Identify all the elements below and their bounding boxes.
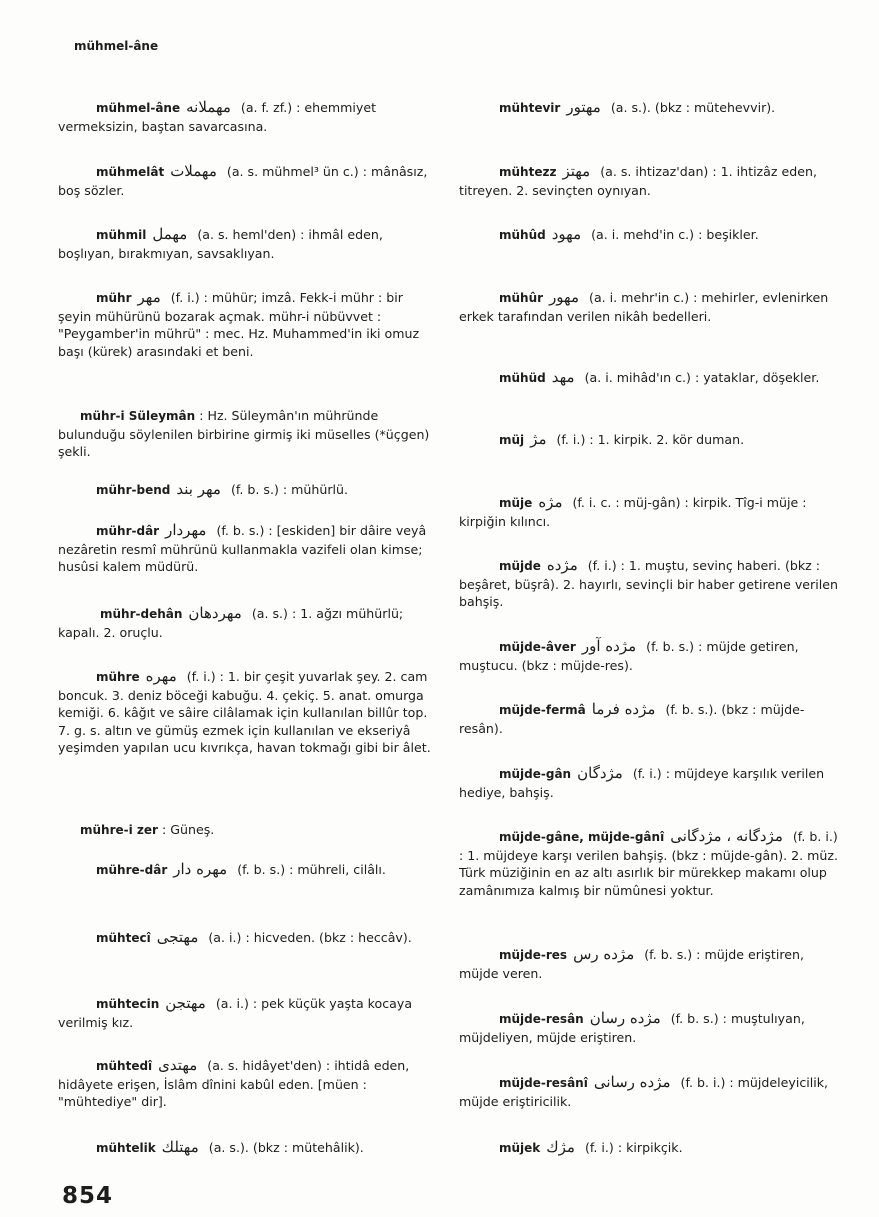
definition: 1. bir çeşit yuvarlak şey. 2. cam boncuk. 3. deniz böceği kabuğu. 4. çekiç. 5. anat. omurga kemiği. 6. kâğıt ve sâire cilâlamak için kullanılan billûr top. 7. g. s. altın ve gümüş ezmek için kullanılan ve ekseriyâ yeşimden yapılan ucu kıvrıkça, havan tokmağı gibi bir âlet. (58, 669, 431, 755)
entry (459, 494, 841, 530)
headword: mühûr (499, 291, 544, 305)
etymology: (f. b. i.) : (680, 1075, 734, 1090)
definition: 1. ağzı mühürlü; kapalı. 2. oruçlu. (58, 606, 404, 640)
definition: müjde-resân). (459, 702, 805, 736)
definition: müjde getiren, muştucu. (bkz : müjde-res). (459, 639, 799, 673)
running-head: mühmel-âne (74, 39, 159, 53)
headword: müjde-resân (499, 1012, 584, 1026)
headword: mühr (96, 291, 132, 305)
headword: mühtelik (96, 1141, 156, 1155)
headword: mühmil (96, 228, 147, 242)
arabic-script: مژده رس (573, 945, 635, 963)
etymology: (f. i.) : (556, 432, 594, 447)
arabic-script: مهمل (152, 225, 188, 243)
definition: beşikler. (706, 227, 759, 242)
headword: müj (499, 433, 525, 447)
arabic-script: مهره دار (173, 860, 228, 878)
definition: 1. ihtizâz eden, titreyen. 2. sevinçten oynıyan. (459, 164, 817, 198)
entry (459, 701, 841, 737)
entry (459, 557, 841, 611)
arabic-script: مهتز (562, 162, 591, 180)
definition: ihtidâ eden, hidâyete erişen, İslâm dînini kabûl eden. [müen : "mühtediye" dir]. (58, 1058, 410, 1109)
etymology: (f. b. s.) : (646, 639, 703, 654)
etymology: (f. i.) : (584, 1140, 623, 1155)
definition: Güneş. (170, 822, 215, 837)
arabic-script: مژده فرما (591, 700, 656, 718)
entry (459, 828, 841, 899)
entry (58, 821, 438, 840)
entry (58, 861, 438, 880)
arabic-script: مهتدى (158, 1056, 198, 1074)
headword: müje (499, 496, 533, 510)
headword: müjde-res (499, 948, 568, 962)
entry (58, 605, 438, 641)
definition: 1. kirpik. 2. kör duman. (597, 432, 745, 447)
arabic-script: مژك (546, 1138, 575, 1156)
headword: müjde-gâne, müjde-gânî (499, 830, 665, 844)
etymology: (a. i. mehr'in c.) : (589, 290, 698, 305)
arabic-script: مهتجن (165, 994, 206, 1012)
etymology: (a. s.). (bkz : (610, 100, 690, 115)
definition: müjdeleyicilik, müjde eriştiricilik. (459, 1075, 829, 1109)
arabic-script: مژده رسان (589, 1009, 661, 1027)
arabic-script: مهتجى (156, 928, 199, 946)
entry (58, 1139, 438, 1158)
arabic-script: مهتلك (161, 1138, 199, 1156)
headword: mühmel-âne (96, 101, 181, 115)
entry (459, 99, 841, 118)
entry (459, 431, 841, 450)
definition: kirpikçik. (626, 1140, 683, 1155)
arabic-script: مهره (145, 667, 177, 685)
headword: mühtevir (499, 101, 561, 115)
definition: müjde eriştiren, müjde veren. (459, 947, 805, 981)
arabic-script: مژده رسانى (593, 1073, 671, 1091)
headword: mühûd (499, 228, 546, 242)
definition: hicveden. (bkz : heccâv). (253, 930, 412, 945)
entry (459, 226, 841, 245)
etymology: (a. i.) : (208, 930, 250, 945)
definition: kirpik. Tîg-i müje : kirpiğin kılıncı. (459, 495, 807, 529)
definition: 1. muştu, sevinç haberi. (bkz : beşâret, büşrâ). 2. hayırlı, sevinçli bir haber getirene verilen bahşiş. (459, 558, 838, 609)
definition: mühür; imzâ. Fekk-i mühr : bir şeyin mühürünü bozarak açmak. mühr-i nübüvvet : "Peygamber'in mührü" : mec. Hz. Muhammed'in iki omuz başı (kürek) arasındaki et beni. (58, 290, 420, 359)
entry (459, 1010, 841, 1046)
headword: mühtezz (499, 165, 557, 179)
definition: muştulıyan, müjdeliyen, müjde eriştiren. (459, 1011, 805, 1045)
headword: mühre-dâr (96, 863, 168, 877)
etymology: (a. s. ihtizaz'dan) : (600, 164, 717, 179)
entry (459, 369, 841, 388)
arabic-script: مژدگان (577, 764, 623, 782)
etymology: (a. s. heml'den) : (197, 227, 305, 242)
etymology: (f. i.) : (587, 558, 625, 573)
entry (58, 407, 438, 461)
etymology: (f. b. s.) : (670, 1011, 727, 1026)
headword: müjde-fermâ (499, 703, 586, 717)
definition: 1. müjdeye karşı verilen bahşiş. (bkz : müjde-gân). 2. müz. Türk müziğinin en az altı asırlık bir mürekkep makamı olup zamânımıza kalmış bir nümûnesi yoktur. (459, 847, 839, 898)
entry (459, 1074, 841, 1110)
arabic-script: مژه (538, 493, 563, 511)
etymology: (a. i. mehd'in c.) : (591, 227, 703, 242)
entry (58, 481, 438, 500)
definition: mehirler, evlenirken erkek tarafından verilen nikâh bedelleri. (459, 290, 829, 324)
arabic-script: مهد (551, 368, 575, 386)
etymology: (f. b. s.) : (237, 862, 294, 877)
arabic-script: مهملانه (186, 98, 231, 116)
etymology: (f. i.) : (170, 290, 208, 305)
entry (58, 226, 438, 262)
entry (58, 1057, 438, 1111)
entry (459, 765, 841, 801)
headword: mühr-bend (96, 483, 171, 497)
definition: ehemmiyet vermeksizin, baştan savarcasına. (58, 100, 377, 134)
arabic-script: مژده (546, 556, 578, 574)
arabic-script: مهملات (170, 162, 217, 180)
etymology: (a. i.) : (215, 996, 258, 1011)
etymology: (f. b. i.) : (459, 829, 838, 863)
headword: müjde (499, 559, 541, 573)
entry (58, 522, 438, 576)
entry (58, 99, 438, 135)
headword: mühr-dâr (96, 524, 160, 538)
entry (459, 289, 841, 325)
etymology: (f. i.) : (186, 669, 224, 684)
headword: müjde-resânî (499, 1076, 588, 1090)
etymology: (f. b. s.) : (644, 947, 701, 962)
definition: [eskiden] bir dâire veyâ nezâretin resmî mührünü kullanmakla vazifeli olan kimse; husûsi kalem müdürü. (58, 523, 427, 574)
definition: yataklar, döşekler. (703, 370, 820, 385)
arabic-script: مژدگانه ، مژدگانى (670, 827, 783, 845)
entry (58, 163, 438, 199)
headword: mühr-dehân (100, 607, 183, 621)
entry (459, 1139, 841, 1158)
etymology: (a. s.). (bkz : mütehâlik). (208, 1140, 364, 1155)
entry (58, 289, 438, 360)
headword: müjde-gân (499, 767, 572, 781)
etymology: : (161, 822, 167, 837)
etymology: (a. s. hidâyet'den) : (207, 1058, 331, 1073)
etymology: (a. f. zf.) : (240, 100, 301, 115)
headword: müjde-âver (499, 640, 576, 654)
etymology: (f. i.) : (632, 766, 670, 781)
headword: mühtecî (96, 931, 151, 945)
entry (58, 668, 438, 757)
headword: mühr-i Süleymân (80, 409, 196, 423)
arabic-script: مژ (530, 430, 547, 448)
definition: ihmâl eden, boşlıyan, bırakmıyan, savsaklıyan. (58, 227, 383, 261)
headword: mühre (96, 670, 140, 684)
definition: mühreli, cilâlı. (297, 862, 386, 877)
headword: mühtecin (96, 997, 160, 1011)
etymology: (a. s. mühmel³ ün c.) : (226, 164, 367, 179)
arabic-script: مهود (551, 225, 582, 243)
entry (58, 929, 438, 948)
definition: mütehevvir). (694, 100, 776, 115)
arabic-script: مهردار (165, 521, 207, 539)
definition: mühürlü. (291, 482, 349, 497)
etymology: : (199, 408, 204, 423)
entry (459, 638, 841, 674)
headword: mühre-i zer (80, 823, 158, 837)
arabic-script: مژده آور (581, 637, 637, 655)
headword: mühtedî (96, 1059, 153, 1073)
definition: mânâsız, boş sözler. (58, 164, 428, 198)
entry (58, 995, 438, 1031)
definition: pek küçük yaşta kocaya verilmiş kız. (58, 996, 413, 1030)
definition: Hz. Süleymân'ın mühründe bulunduğu söylenilen birbirine girmiş iki müselles (*üçgen) şekli. (58, 408, 430, 459)
etymology: (f. b. s.) : (230, 482, 288, 497)
page-number: 854 (62, 1183, 114, 1209)
arabic-script: مهور (549, 288, 580, 306)
etymology: (f. i. c. : müj-gân) : (572, 495, 689, 510)
headword: mühmelât (96, 165, 165, 179)
headword: müjek (499, 1141, 541, 1155)
etymology: (f. b. s.). (bkz : (665, 702, 757, 717)
arabic-script: مهتور (566, 98, 601, 116)
arabic-script: مهر بند (176, 480, 221, 498)
arabic-script: مهر (137, 288, 161, 306)
entry (459, 946, 841, 982)
headword: mühüd (499, 371, 546, 385)
definition: müjdeye karşılık verilen hediye, bahşiş. (459, 766, 825, 800)
etymology: (f. b. s.) : (216, 523, 273, 538)
entry (459, 163, 841, 199)
arabic-script: مهردهان (188, 604, 242, 622)
etymology: (a. s.) : (251, 606, 297, 621)
etymology: (a. i. mihâd'ın c.) : (584, 370, 700, 385)
